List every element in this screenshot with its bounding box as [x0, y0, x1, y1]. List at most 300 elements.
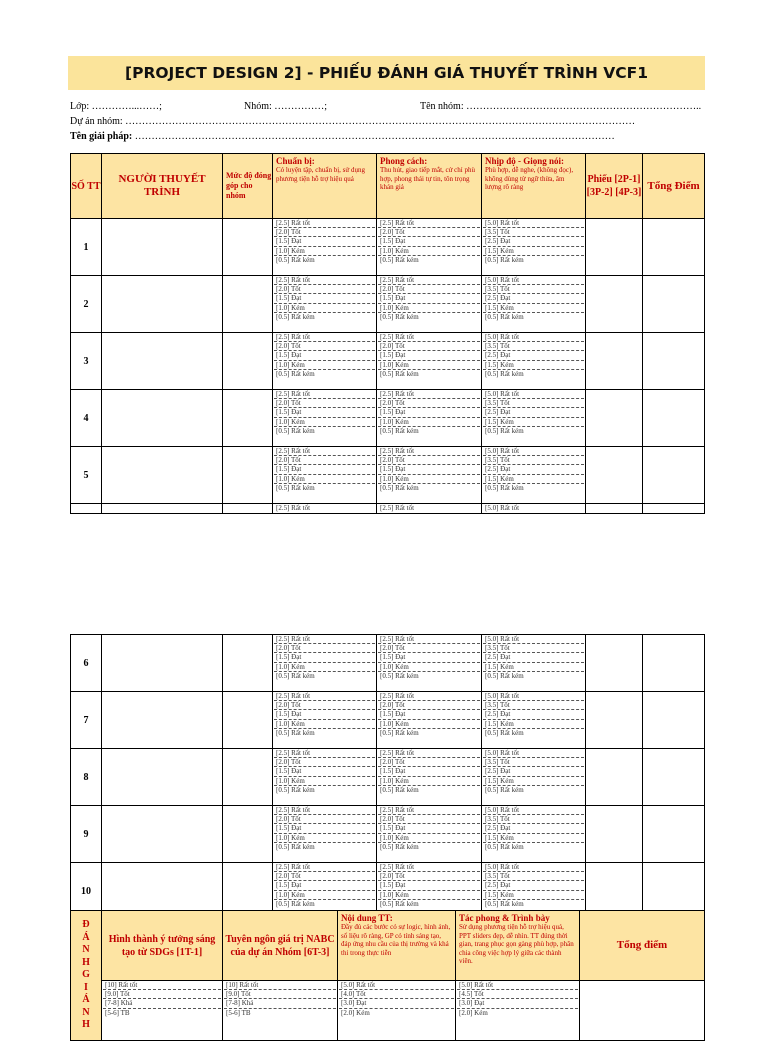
ballot-cell[interactable] [586, 635, 643, 692]
score-option[interactable]: [1.0] Kém [378, 834, 480, 843]
score-option[interactable]: [2.5] Rất tốt [378, 447, 480, 456]
evaluation-table-bottom [70, 634, 705, 920]
pace-voice-options[interactable] [482, 219, 586, 276]
score-option[interactable]: [5.0] Rất tốt [483, 333, 584, 342]
ballot-cell[interactable] [586, 276, 643, 333]
score-option[interactable]: [5.0] Rất tốt [483, 276, 584, 285]
score-option[interactable]: [3.5] Tốt [483, 758, 584, 767]
score-option[interactable]: [1.0] Kém [378, 475, 480, 484]
score-option[interactable]: [2.0] Tốt [378, 456, 480, 465]
score-option[interactable]: [5.0] Rất tốt [483, 806, 584, 815]
table-row [71, 749, 705, 806]
group-score-option[interactable]: [7-8] Khá [224, 999, 336, 1008]
score-option[interactable]: [2.5] Rất tốt [274, 447, 375, 456]
presenter-name-cell[interactable] [102, 219, 223, 276]
score-option[interactable]: [0.5] Rất kém [380, 312, 419, 321]
score-option[interactable]: [1.5] Đạt [378, 294, 480, 303]
ballot-cell[interactable] [586, 390, 643, 447]
partial-cell [102, 504, 223, 514]
project-field: Dự án nhóm: ……………………………………………………………………………………………………………………………………… [70, 116, 636, 127]
table-row [71, 390, 705, 447]
score-option[interactable]: [1.0] Kém [378, 304, 480, 313]
group-score-option[interactable]: [5.0] Rất tốt [457, 981, 578, 990]
group-field: Nhóm: ……………; [244, 101, 328, 112]
preparation-options[interactable] [273, 219, 377, 276]
score-option[interactable]: [1.0] Kém [274, 475, 375, 484]
score-option[interactable]: [2.5] Rất tốt [378, 863, 480, 872]
table-row [71, 692, 705, 749]
group-score-option[interactable]: [9.0] Tốt [224, 990, 336, 999]
presenter-name-cell[interactable] [102, 276, 223, 333]
score-option[interactable]: [2.5] Rất tốt [276, 504, 311, 512]
pace-voice-options[interactable] [482, 276, 586, 333]
group-content-title: Nội dung TT: [341, 913, 393, 923]
score-option[interactable]: [1.5] Kém [483, 891, 584, 900]
score-option[interactable]: [1.5] Đạt [378, 710, 480, 719]
score-option[interactable]: [2.5] Đạt [483, 710, 584, 719]
ballot-cell[interactable] [586, 447, 643, 504]
solution-dots: ……………………………………………………………………………………………………………………………… [132, 131, 615, 142]
group-name-field: Tên nhóm: …………………………………………………………….. [420, 101, 702, 112]
score-option[interactable]: [2.0] Tốt [274, 285, 375, 294]
partial-cell [643, 504, 705, 514]
contribution-cell[interactable] [223, 219, 273, 276]
score-option[interactable]: [0.5] Rất kém [485, 785, 524, 794]
score-option[interactable]: [2.5] Rất tốt [380, 504, 415, 512]
score-option[interactable]: [5.0] Rất tốt [483, 692, 584, 701]
pace-voice-options[interactable] [482, 749, 586, 806]
score-option[interactable]: [0.5] Rất kém [276, 899, 315, 908]
header-total: Tổng Điểm [643, 154, 705, 219]
score-option[interactable]: [2.5] Đạt [483, 351, 584, 360]
score-option[interactable]: [2.5] Đạt [483, 767, 584, 776]
score-option[interactable]: [2.0] Tốt [378, 285, 480, 294]
score-option[interactable]: [2.5] Rất tốt [274, 749, 375, 758]
contribution-cell[interactable] [223, 749, 273, 806]
score-option[interactable]: [1.5] Đạt [274, 408, 375, 417]
score-option[interactable]: [1.0] Kém [274, 720, 375, 729]
contribution-cell[interactable] [223, 333, 273, 390]
score-option[interactable]: [2.0] Tốt [274, 342, 375, 351]
score-option[interactable]: [1.5] Kém [483, 304, 584, 313]
preparation-options[interactable] [273, 692, 377, 749]
score-option[interactable]: [1.5] Đạt [378, 351, 480, 360]
group-score-option[interactable]: [2.0] Kém [341, 1008, 370, 1017]
ballot-cell[interactable] [586, 749, 643, 806]
score-option[interactable]: [2.5] Rất tốt [378, 219, 480, 228]
group-score-option[interactable]: [10] Rất tốt [224, 981, 336, 990]
score-option[interactable]: [1.5] Đạt [378, 824, 480, 833]
preparation-options[interactable] [273, 806, 377, 863]
style-options[interactable] [377, 219, 482, 276]
group-content-options [338, 981, 456, 1041]
score-option[interactable]: [1.0] Kém [378, 361, 480, 370]
group-score-option[interactable]: [5.0] Rất tốt [339, 981, 454, 990]
score-option[interactable]: [2.0] Tốt [378, 872, 480, 881]
group-header-presentation [456, 911, 580, 981]
group-header-idea: Hình thành ý tưởng sáng tạo từ SDGs [1T-1] [102, 911, 223, 981]
score-option[interactable]: [2.0] Tốt [274, 758, 375, 767]
score-option[interactable]: [0.5] Rất kém [485, 255, 524, 264]
score-option[interactable]: [1.5] Kém [483, 834, 584, 843]
contribution-cell[interactable] [223, 635, 273, 692]
score-option[interactable]: [1.5] Kém [483, 475, 584, 484]
score-option[interactable]: [1.5] Đạt [378, 408, 480, 417]
header-contribution: Mức độ đóng góp cho nhóm [223, 154, 273, 219]
score-option[interactable]: [3.5] Tốt [483, 815, 584, 824]
score-option[interactable]: [1.5] Đạt [274, 237, 375, 246]
score-option[interactable]: [1.5] Đạt [378, 767, 480, 776]
score-option[interactable]: [0.5] Rất kém [485, 671, 524, 680]
score-option[interactable]: [1.5] Đạt [274, 881, 375, 890]
ballot-cell[interactable] [586, 692, 643, 749]
pace-voice-options[interactable] [482, 447, 586, 504]
score-option[interactable]: [2.5] Rất tốt [378, 806, 480, 815]
score-option[interactable]: [2.5] Rất tốt [274, 390, 375, 399]
style-options[interactable] [377, 692, 482, 749]
table-row [71, 447, 705, 504]
total-cell[interactable] [643, 635, 705, 692]
score-option[interactable]: [3.5] Tốt [483, 285, 584, 294]
score-option[interactable]: [1.5] Đạt [274, 824, 375, 833]
group-nabc-options [223, 981, 338, 1041]
contribution-cell[interactable] [223, 692, 273, 749]
group-content-desc: Đầy đủ các bước có sự logic, hình ảnh, số liệu rõ ràng, GP có tính sáng tạo, đáp ứng nhu cầu của thị trường và khả thi trong thực tiễn [341, 923, 451, 957]
score-option[interactable]: [2.5] Đạt [483, 653, 584, 662]
style-options[interactable] [377, 806, 482, 863]
score-option[interactable]: [1.5] Đạt [378, 881, 480, 890]
group-score-option[interactable]: [7-8] Khá [103, 999, 221, 1008]
total-cell[interactable] [643, 447, 705, 504]
preparation-options[interactable] [273, 749, 377, 806]
row-number: 2 [71, 276, 102, 333]
style-options[interactable] [377, 749, 482, 806]
group-presentation-desc: Sử dụng phương tiện hỗ trợ hiệu quả, PPT sliders đẹp, dễ nhìn. TT đúng thời gian, trang phục gọn gàng phù hợp, phân chia công việc hợp lý giữa các thành viên. [459, 923, 574, 965]
group-score-option[interactable]: [3.0] Đạt [457, 999, 578, 1008]
score-option[interactable]: [0.5] Rất kém [485, 426, 524, 435]
solution-field [70, 131, 704, 142]
table-row [71, 333, 705, 390]
score-option[interactable]: [1.0] Kém [378, 891, 480, 900]
score-option[interactable]: [0.5] Rất kém [380, 426, 419, 435]
score-option[interactable]: [0.5] Rất kém [485, 312, 524, 321]
score-option[interactable]: [3.5] Tốt [483, 701, 584, 710]
group-header-nabc: Tuyên ngôn giá trị NABC của dự án Nhóm [6T-3] [223, 911, 338, 981]
group-score-option[interactable]: [10] Rất tốt [103, 981, 221, 990]
header-style [377, 154, 482, 219]
style-options[interactable] [377, 635, 482, 692]
group-header-content [338, 911, 456, 981]
score-option[interactable]: [1.0] Kém [274, 361, 375, 370]
score-option[interactable]: [2.5] Đạt [483, 237, 584, 246]
score-option[interactable]: [1.0] Kém [274, 891, 375, 900]
score-option[interactable]: [0.5] Rất kém [380, 369, 419, 378]
score-option[interactable]: [0.5] Rất kém [276, 671, 315, 680]
score-option[interactable]: [5.0] Rất tốt [483, 447, 584, 456]
header-preparation-title: Chuẩn bị: [276, 156, 315, 166]
score-option[interactable]: [1.0] Kém [274, 418, 375, 427]
header-preparation-desc: Có luyện tập, chuẩn bị, sử dụng phương tiện hỗ trợ hiệu quả [276, 166, 365, 183]
score-option[interactable]: [0.5] Rất kém [485, 899, 524, 908]
score-option[interactable]: [2.5] Đạt [483, 465, 584, 474]
row-number: 8 [71, 749, 102, 806]
class-field: Lớp: …………...……; [70, 101, 162, 112]
score-option[interactable]: [5.0] Rất tốt [483, 863, 584, 872]
header-style-title: Phong cách: [380, 156, 428, 166]
score-option[interactable]: [5.0] Rất tốt [483, 635, 584, 644]
header-presenter: NGƯỜI THUYẾT TRÌNH [102, 154, 223, 219]
preparation-options[interactable] [273, 447, 377, 504]
table-row [71, 276, 705, 333]
score-option[interactable]: [0.5] Rất kém [380, 483, 419, 492]
total-cell[interactable] [643, 806, 705, 863]
score-option[interactable]: [1.0] Kém [378, 777, 480, 786]
ballot-cell[interactable] [586, 333, 643, 390]
score-option[interactable]: [5.0] Rất tốt [483, 749, 584, 758]
total-cell[interactable] [643, 692, 705, 749]
score-option[interactable]: [2.5] Đạt [483, 881, 584, 890]
pace-voice-options[interactable] [482, 333, 586, 390]
score-option[interactable]: [2.5] Rất tốt [274, 276, 375, 285]
ballot-cell[interactable] [586, 219, 643, 276]
partial-cell [273, 504, 377, 514]
page-title: [PROJECT DESIGN 2] - PHIẾU ĐÁNH GIÁ THUYẾT TRÌNH VCF1 [68, 56, 705, 90]
pace-voice-options[interactable] [482, 390, 586, 447]
preparation-options[interactable] [273, 333, 377, 390]
score-option[interactable]: [2.5] Đạt [483, 294, 584, 303]
group-total-cell[interactable] [580, 981, 705, 1041]
presenter-name-cell[interactable] [102, 333, 223, 390]
score-option[interactable]: [2.0] Tốt [378, 644, 480, 653]
score-option[interactable]: [5.0] Rất tốt [485, 504, 520, 512]
header-stt: SỐ TT [71, 154, 102, 219]
header-pace-title: Nhịp độ - Giọng nói: [485, 156, 565, 166]
preparation-options[interactable] [273, 390, 377, 447]
score-option[interactable]: [0.5] Rất kém [485, 483, 524, 492]
score-option[interactable]: [2.0] Tốt [274, 701, 375, 710]
score-option[interactable]: [3.5] Tốt [483, 456, 584, 465]
row-number: 9 [71, 806, 102, 863]
score-option[interactable]: [2.5] Rất tốt [378, 276, 480, 285]
score-option[interactable]: [2.5] Đạt [483, 408, 584, 417]
score-option[interactable]: [1.0] Kém [378, 720, 480, 729]
score-option[interactable]: [1.5] Đạt [274, 294, 375, 303]
header-ballot: Phiếu [2P-1] [3P-2] [4P-3] [586, 154, 643, 219]
score-option[interactable]: [0.5] Rất kém [276, 785, 315, 794]
score-option[interactable]: [2.0] Tốt [378, 342, 480, 351]
score-option[interactable]: [2.0] Tốt [378, 758, 480, 767]
score-option[interactable]: [1.5] Đạt [274, 767, 375, 776]
score-option[interactable]: [0.5] Rất kém [380, 899, 419, 908]
total-cell[interactable] [643, 333, 705, 390]
total-cell[interactable] [643, 749, 705, 806]
partial-cell [71, 504, 102, 514]
style-options[interactable] [377, 447, 482, 504]
score-option[interactable]: [2.0] Tốt [378, 228, 480, 237]
group-score-option[interactable]: [9.0] Tốt [103, 990, 221, 999]
total-cell[interactable] [643, 276, 705, 333]
score-option[interactable]: [1.0] Kém [378, 247, 480, 256]
header-style-desc: Thu hút, giao tiếp mắt, cử chỉ phù hợp, phong thái tự tin, tôn trọng khán giả [380, 166, 475, 191]
score-option[interactable]: [2.5] Rất tốt [274, 863, 375, 872]
score-option[interactable]: [1.5] Đạt [274, 465, 375, 474]
preparation-options[interactable] [273, 276, 377, 333]
group-score-option[interactable]: [4.0] Tốt [339, 990, 454, 999]
presenter-name-cell[interactable] [102, 635, 223, 692]
score-option[interactable]: [0.5] Rất kém [485, 728, 524, 737]
presenter-name-cell[interactable] [102, 692, 223, 749]
style-options[interactable] [377, 276, 482, 333]
score-option[interactable]: [5.0] Rất tốt [483, 219, 584, 228]
score-option[interactable]: [2.5] Rất tốt [274, 806, 375, 815]
header-pace-desc: Phù hợp, dễ nghe, (không đọc), không dùng từ ngữ thừa, âm lượng rõ ràng [485, 166, 574, 191]
score-option[interactable]: [1.5] Đạt [378, 237, 480, 246]
header-preparation [273, 154, 377, 219]
score-option[interactable]: [1.0] Kém [274, 777, 375, 786]
score-option[interactable]: [2.5] Rất tốt [378, 390, 480, 399]
score-option[interactable]: [1.0] Kém [274, 663, 375, 672]
score-option[interactable]: [2.5] Rất tốt [378, 333, 480, 342]
group-side-text: Đ Á N H G I Á N H [82, 919, 90, 1031]
group-score-option[interactable]: [5-6] TB [226, 1008, 251, 1017]
score-option[interactable]: [1.0] Kém [274, 304, 375, 313]
score-option[interactable]: [2.0] Tốt [274, 872, 375, 881]
presenter-name-cell[interactable] [102, 806, 223, 863]
row-number: 7 [71, 692, 102, 749]
score-option[interactable]: [2.0] Tốt [274, 228, 375, 237]
score-option[interactable]: [0.5] Rất kém [276, 728, 315, 737]
score-option[interactable]: [2.0] Tốt [378, 815, 480, 824]
score-option[interactable]: [1.0] Kém [274, 247, 375, 256]
score-option[interactable]: [1.5] Kém [483, 720, 584, 729]
row-number: 10 [71, 863, 102, 920]
score-option[interactable]: [1.0] Kém [378, 418, 480, 427]
score-option[interactable]: [0.5] Rất kém [276, 842, 315, 851]
score-option[interactable]: [1.5] Kém [483, 777, 584, 786]
evaluation-table-top [70, 153, 705, 514]
group-score-option[interactable]: [4.5] Tốt [457, 990, 578, 999]
score-option[interactable]: [2.5] Rất tốt [274, 333, 375, 342]
score-option[interactable]: [3.5] Tốt [483, 644, 584, 653]
row-number: 5 [71, 447, 102, 504]
score-option[interactable]: [1.5] Đạt [274, 351, 375, 360]
score-option[interactable]: [2.5] Rất tốt [378, 692, 480, 701]
style-options[interactable] [377, 390, 482, 447]
score-option[interactable]: [2.5] Đạt [483, 824, 584, 833]
score-option[interactable]: [2.5] Rất tốt [378, 749, 480, 758]
group-header-total: Tổng điểm [580, 911, 705, 981]
score-option[interactable]: [0.5] Rất kém [485, 842, 524, 851]
group-evaluation-table [70, 910, 705, 1041]
table-row [71, 806, 705, 863]
score-option[interactable]: [0.5] Rất kém [380, 842, 419, 851]
group-presentation-title: Tác phong & Trình bày [459, 913, 550, 923]
score-option[interactable]: [2.5] Rất tốt [274, 692, 375, 701]
contribution-cell[interactable] [223, 390, 273, 447]
score-option[interactable]: [3.5] Tốt [483, 399, 584, 408]
score-option[interactable]: [1.5] Kém [483, 361, 584, 370]
ballot-cell[interactable] [586, 806, 643, 863]
contribution-cell[interactable] [223, 276, 273, 333]
style-options[interactable] [377, 333, 482, 390]
presenter-name-cell[interactable] [102, 447, 223, 504]
score-option[interactable]: [0.5] Rất kém [276, 426, 315, 435]
table-row-partial [71, 504, 705, 514]
pace-voice-options[interactable] [482, 692, 586, 749]
group-presentation-options [456, 981, 580, 1041]
score-option[interactable]: [2.5] Rất tốt [378, 635, 480, 644]
pace-voice-options[interactable] [482, 806, 586, 863]
score-option[interactable]: [1.5] Kém [483, 663, 584, 672]
partial-cell [377, 504, 482, 514]
header-pace-voice [482, 154, 586, 219]
score-option[interactable]: [2.0] Tốt [274, 815, 375, 824]
score-option[interactable]: [1.5] Đạt [378, 465, 480, 474]
score-option[interactable]: [0.5] Rất kém [276, 255, 315, 264]
score-option[interactable]: [2.0] Tốt [378, 701, 480, 710]
group-score-option[interactable]: [3.0] Đạt [339, 999, 454, 1008]
preparation-options[interactable] [273, 635, 377, 692]
group-score-option[interactable]: [5-6] TB [105, 1008, 130, 1017]
score-option[interactable]: [1.5] Kém [483, 247, 584, 256]
score-option[interactable]: [0.5] Rất kém [380, 671, 419, 680]
group-score-option[interactable]: [2.0] Kém [459, 1008, 488, 1017]
score-option[interactable]: [2.0] Tốt [378, 399, 480, 408]
score-option[interactable]: [1.0] Kém [274, 834, 375, 843]
score-option[interactable]: [1.5] Đạt [378, 653, 480, 662]
score-option[interactable]: [3.5] Tốt [483, 342, 584, 351]
row-number: 4 [71, 390, 102, 447]
solution-label: Tên giải pháp: [70, 131, 133, 142]
score-option[interactable]: [3.5] Tốt [483, 228, 584, 237]
score-option[interactable]: [2.0] Tốt [274, 456, 375, 465]
row-number: 1 [71, 219, 102, 276]
score-option[interactable]: [5.0] Rất tốt [483, 390, 584, 399]
score-option[interactable]: [1.5] Kém [483, 418, 584, 427]
score-option[interactable]: [0.5] Rất kém [276, 369, 315, 378]
total-cell[interactable] [643, 219, 705, 276]
score-option[interactable]: [0.5] Rất kém [276, 483, 315, 492]
score-option[interactable]: [1.5] Đạt [274, 653, 375, 662]
score-option[interactable]: [2.5] Rất tốt [274, 219, 375, 228]
group-side-label [71, 911, 102, 1041]
row-number: 6 [71, 635, 102, 692]
contribution-cell[interactable] [223, 447, 273, 504]
presenter-name-cell[interactable] [102, 749, 223, 806]
total-cell[interactable] [643, 390, 705, 447]
score-option[interactable]: [2.0] Tốt [274, 399, 375, 408]
contribution-cell[interactable] [223, 806, 273, 863]
score-option[interactable]: [1.0] Kém [378, 663, 480, 672]
table-row [71, 635, 705, 692]
partial-cell [586, 504, 643, 514]
pace-voice-options[interactable] [482, 635, 586, 692]
score-option[interactable]: [2.0] Tốt [274, 644, 375, 653]
score-option[interactable]: [2.5] Rất tốt [274, 635, 375, 644]
group-idea-options [102, 981, 223, 1041]
score-option[interactable]: [1.5] Đạt [274, 710, 375, 719]
score-option[interactable]: [3.5] Tốt [483, 872, 584, 881]
partial-cell [223, 504, 273, 514]
row-number: 3 [71, 333, 102, 390]
score-option[interactable]: [0.5] Rất kém [380, 785, 419, 794]
score-option[interactable]: [0.5] Rất kém [485, 369, 524, 378]
score-option[interactable]: [0.5] Rất kém [276, 312, 315, 321]
score-option[interactable]: [0.5] Rất kém [380, 255, 419, 264]
presenter-name-cell[interactable] [102, 390, 223, 447]
score-option[interactable]: [0.5] Rất kém [380, 728, 419, 737]
partial-cell [482, 504, 586, 514]
